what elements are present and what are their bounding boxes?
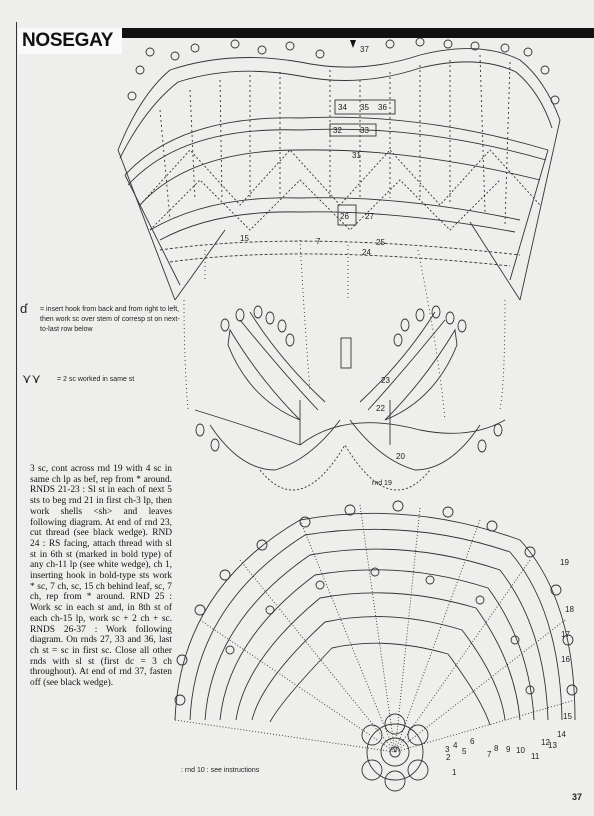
fan-row-2: 2	[446, 753, 451, 762]
fan-row-14: 14	[557, 730, 566, 739]
fan-row-6: 6	[470, 737, 475, 746]
row-number-34: 34	[338, 103, 347, 112]
row-number-25: 25	[376, 238, 385, 247]
fan-row-12: 12	[541, 738, 550, 747]
instructions-text: 3 sc, cont across rnd 19 with 4 sc in same ch lp as bef, rep from * around. RNDS 21-23 : Sl st in each of next 5 sts to beg rnd 21 in first ch-3 lp, then work shells <sh> and leaves following diagram. At end of rnd 23, cut thread (see black wedge). RND 24 : RS facing, attach thread with sl st in 6th st (marked in bold type) of any ch-11 lp (see white wedge), ch 1, inserting hook in bold-type sts work * sc, 7 ch, sc, 15 ch behind leaf, sc, 7 ch, rep from * around. RND 25 : Work sc in each st and, in 8th st of each ch-15 lp, work sc + 2 ch + sc. RNDS 26-37 : Work following diagram. On rnds 27, 33 and 36, last ch st = sc in first sc. Close all other rnds with sl st (first dc = 3 ch throughout). At end of rnd 37, fasten off (see black wedge).	[30, 464, 172, 689]
row-number-36: 36	[378, 103, 387, 112]
page-number: 37	[572, 792, 583, 802]
row-number-7: 7	[316, 237, 321, 246]
fan-row-19: 19	[560, 558, 569, 567]
row-number-32: 32	[333, 126, 342, 135]
row-number-23: 23	[381, 376, 390, 385]
black-wedge-marker	[350, 40, 356, 48]
two-sc-symbol-icon: ⋎⋎	[22, 371, 42, 386]
page-title: NOSEGAY	[22, 30, 114, 51]
row-number-31: 31	[352, 151, 361, 160]
fan-row-1: 1	[452, 768, 457, 777]
fan-row-13: 13	[548, 741, 557, 750]
fan-row-7: 7	[487, 750, 492, 759]
fan-row-9: 9	[506, 745, 511, 754]
fan-row-11: 11	[531, 752, 540, 761]
row-number-24: 24	[362, 248, 371, 257]
legend-two-sc: = 2 sc worked in same st	[57, 376, 135, 383]
row-number-20: 20	[396, 452, 405, 461]
legend-insert-hook: = insert hook from back and from right to left, then work sc over stem of corresp st on next-to-last row below	[40, 306, 180, 333]
fan-row-17: 17	[561, 630, 570, 639]
insert-hook-symbol-icon: ɗ	[20, 301, 28, 316]
fan-row-8: 8	[494, 744, 499, 753]
rnd-19-label: rnd 19	[372, 480, 392, 487]
fan-row-15: 15	[563, 712, 572, 721]
row-number-27: 27	[365, 212, 374, 221]
row-number-22: 22	[376, 404, 385, 413]
row-number-35: 35	[360, 103, 369, 112]
fan-row-5: 5	[462, 747, 467, 756]
fan-row-3: 3	[445, 745, 450, 754]
row-number-26: 26	[340, 212, 349, 221]
fan-row-16: 16	[561, 655, 570, 664]
fan-row-4: 4	[453, 741, 458, 750]
row-number-33: 33	[360, 126, 369, 135]
row-number-15: 15	[240, 234, 249, 243]
row-number-37: 37	[360, 45, 369, 54]
rnd-10-label: : rnd 10 : see instructions	[181, 767, 260, 774]
fan-row-10: 10	[516, 746, 525, 755]
fan-row-18: 18	[565, 605, 574, 614]
